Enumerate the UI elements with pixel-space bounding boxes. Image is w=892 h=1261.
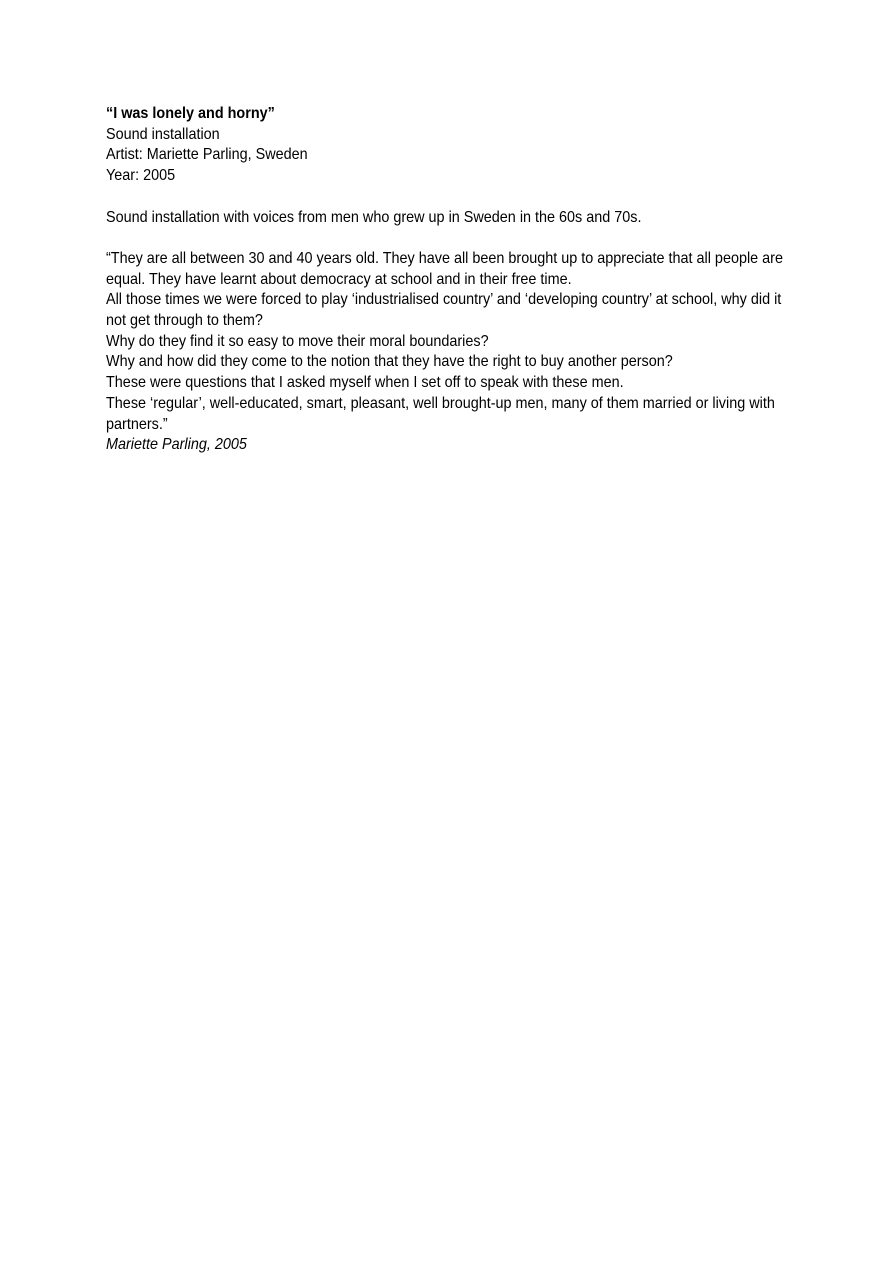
quote-attribution: Mariette Parling, 2005 xyxy=(106,436,247,454)
document-page xyxy=(106,104,790,456)
quote-paragraph: These were questions that I asked myself when I set off to speak with these men. xyxy=(106,374,624,392)
artwork-title: “I was lonely and horny” xyxy=(106,105,275,122)
artwork-type: Sound installation xyxy=(106,125,220,143)
spacer xyxy=(106,187,790,208)
artwork-description: Sound installation with voices from men who grew up in Sweden in the 60s and 70s. xyxy=(106,208,642,226)
spacer xyxy=(106,228,790,249)
quote-paragraph: These ‘regular’, well-educated, smart, pleasant, well brought-up men, many of them married or living with partners.” xyxy=(106,394,779,433)
artwork-year: Year: 2005 xyxy=(106,167,176,185)
quote-paragraph: All those times we were forced to play ‘industrialised country’ and ‘developing country’ at school, why did it not get through to them? xyxy=(106,291,786,329)
quote-paragraph: Why and how did they come to the notion that they have the right to buy another person? xyxy=(106,353,673,371)
quote-paragraph: Why do they find it so easy to move their moral boundaries? xyxy=(106,332,489,350)
artwork-artist: Artist: Mariette Parling, Sweden xyxy=(106,146,308,164)
quote-paragraph: “They are all between 30 and 40 years old. They have all been brought up to appreciate that all people are equal. They have learnt about democracy at school and in their free time. xyxy=(106,249,788,288)
